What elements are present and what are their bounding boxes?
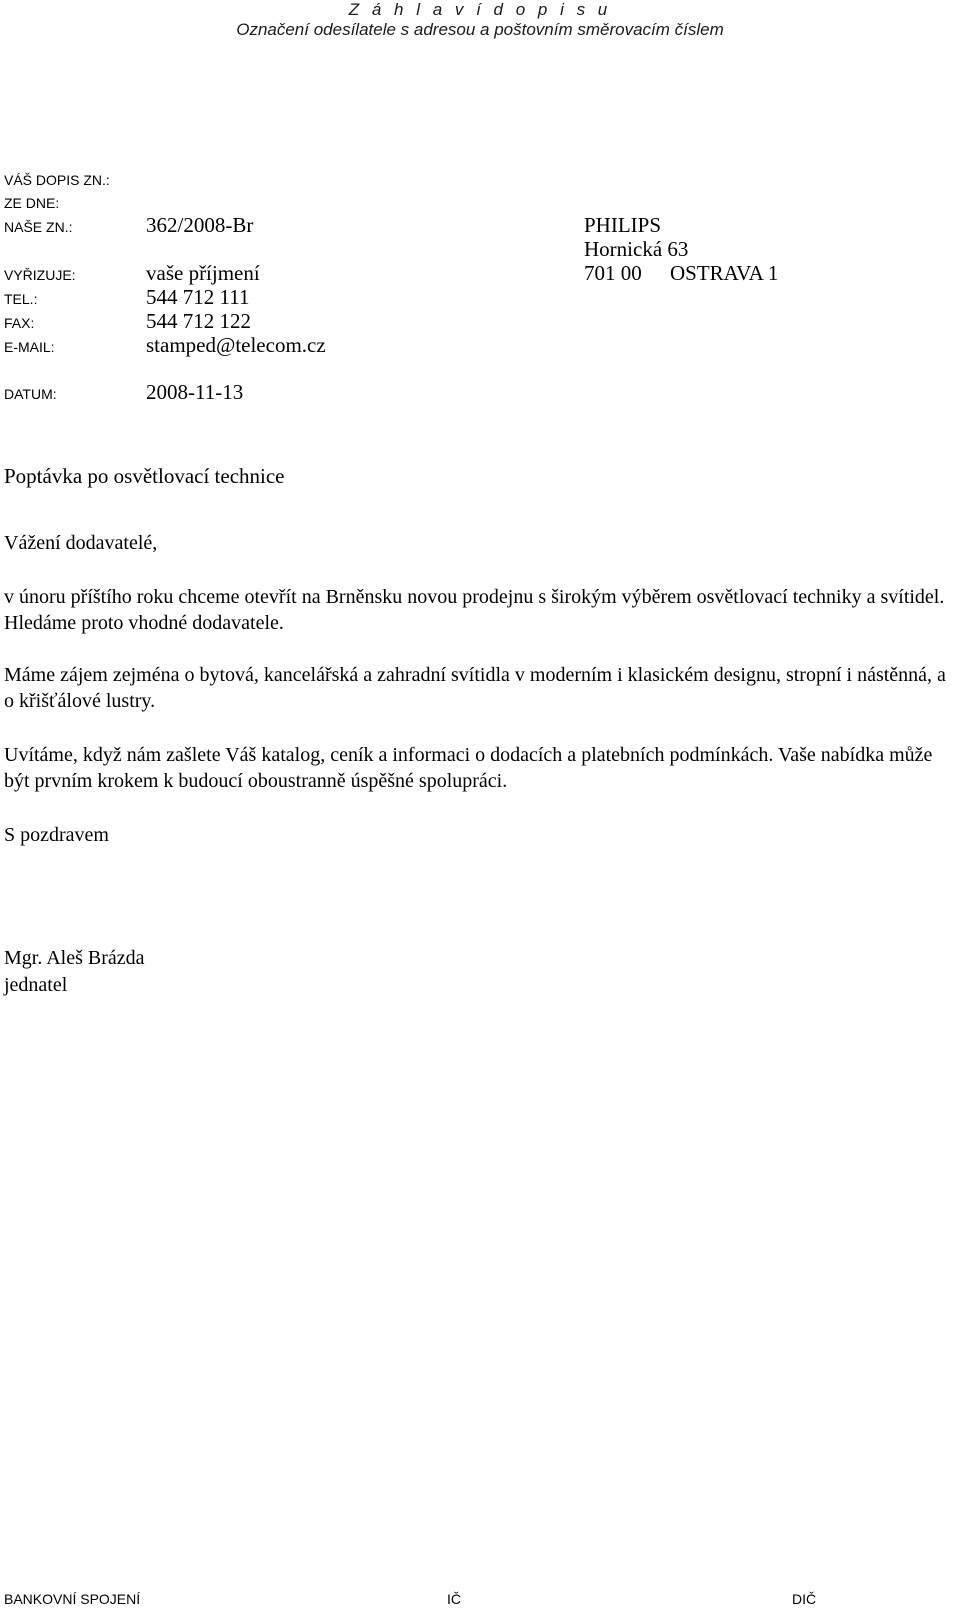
bank-details-label: BANKOVNÍ SPOJENÍ [4, 1591, 141, 1607]
date-label: DATUM: [4, 386, 57, 402]
paragraph-3: Uvítáme, když nám zašlete Váš katalog, ceník a informaci o dodacích a platebních podmínkách. Vaše nabídka může být prvním krokem k budoucí oboustranně úspěšné spolupráci. [4, 744, 933, 792]
salutation: Vážení dodavatelé, [4, 532, 158, 554]
fax-label: FAX: [4, 315, 35, 331]
letterhead-subtitle: Označení odesílatele s adresou a poštovním směrovacím číslem [236, 20, 724, 39]
letter-subject: Poptávka po osvětlovací technice [4, 464, 285, 488]
date-value: 2008-11-13 [146, 380, 244, 404]
signer-name: Mgr. Aleš Brázda [4, 947, 145, 969]
recipient-postal-code: 701 00 [584, 261, 642, 285]
your-ref-label: VÁŠ DOPIS ZN.: [4, 172, 110, 188]
email-value: stamped@telecom.cz [146, 333, 326, 357]
company-id-label: IČ [447, 1591, 461, 1607]
from-date-label: ZE DNE: [4, 195, 60, 211]
recipient-name: PHILIPS [584, 213, 662, 237]
our-ref-value: 362/2008-Br [146, 213, 254, 237]
handled-by-label: VYŘIZUJE: [4, 267, 76, 283]
our-ref-label: NAŠE ZN.: [4, 219, 73, 235]
recipient-street: Hornická 63 [584, 237, 689, 261]
fax-value: 544 712 122 [146, 309, 251, 333]
tel-label: TEL.: [4, 291, 38, 307]
closing: S pozdravem [4, 824, 109, 846]
recipient-city: OSTRAVA 1 [670, 261, 779, 285]
email-label: E-MAIL: [4, 339, 55, 355]
letterhead-title: Z á h l a v í d o p i s u [348, 0, 612, 19]
handled-by-value: vaše příjmení [146, 261, 260, 285]
paragraph-1: v únoru příštího roku chceme otevřít na Brněnsku novou prodejnu s širokým výběrem osvětlovací techniky a svítidel. Hledáme proto vhodné dodavatele. [4, 586, 945, 634]
tel-value: 544 712 111 [146, 285, 250, 309]
signer-title: jednatel [4, 974, 68, 996]
paragraph-2: Máme zájem zejména o bytová, kancelářská a zahradní svítidla v moderním i klasickém designu, stropní i nástěnná, a o křišťálové lustry. [4, 664, 946, 712]
vat-id-label: DIČ [792, 1591, 817, 1607]
